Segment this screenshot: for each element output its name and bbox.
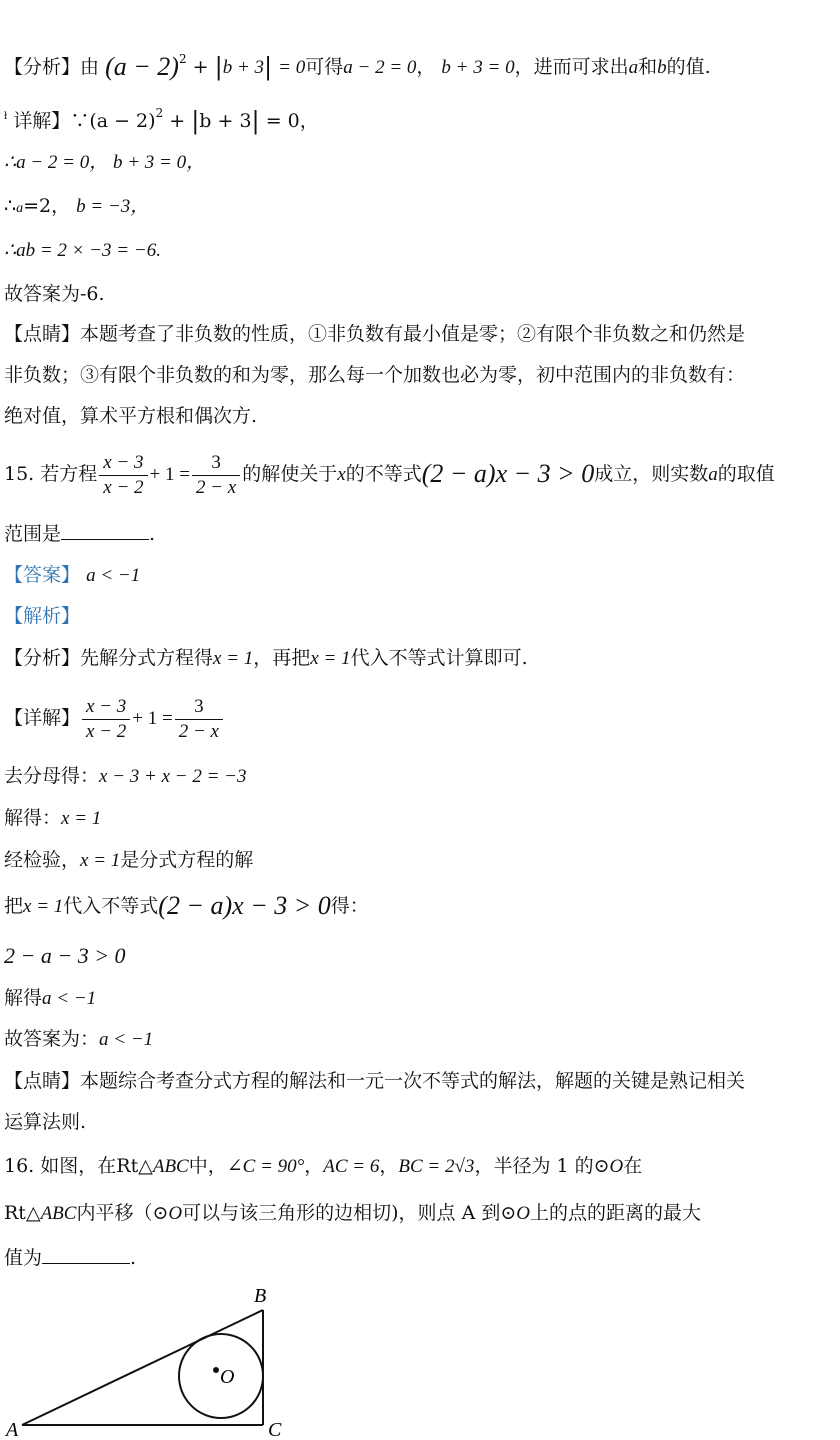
q14-comment-2: 非负数；③有限个非负数的和为零，那么每一个加数也必为零，初中范围内的非负数有： xyxy=(4,364,746,386)
label-o: O xyxy=(220,1366,235,1388)
q16-line-2: Rt△ABC内平移（⊙O可以与该三角形的边相切)，则点 A 到⊙O上的点的距离的最大 xyxy=(4,1202,702,1224)
center-point xyxy=(213,1367,219,1373)
q14-analysis-line: 【分析】由 $(a - 2)^2 + |b + 3| = 0$可得a − 2 = 0， b + 3 = 0，进而可求出a和b的值. xyxy=(4,52,711,81)
q15-step-solve: 解得：x = 1 xyxy=(4,807,102,829)
label-c: C xyxy=(268,1419,282,1440)
label-a: A xyxy=(6,1419,19,1440)
q15-solution-tag: 【解析】 xyxy=(4,605,81,627)
label-b: B xyxy=(254,1285,267,1307)
q15-comment-2: 运算法则. xyxy=(4,1111,87,1133)
q15-step-sub: 把x = 1代入不等式(2 − a)x − 3 > 0得： xyxy=(4,891,369,920)
fraction: $\frac{3}{2 - x}$ xyxy=(192,451,240,500)
q14-comment-3: 绝对值，算术平方根和偶次方. xyxy=(4,405,258,427)
q15-detail: 【详解】 $\frac{x - 3}{x - 2}$ + 1 = $\frac{3}{2 - x}$ xyxy=(4,688,225,749)
q15-question-line: 15. 若方程 $\frac{x - 3}{x - 2}$ + 1 = $\frac{3}{2 - x}$ 的解使关于x的不等式(2 − a)x − 3 > 0成立，则实数a的取值 xyxy=(4,451,775,498)
q15-step-denom: 去分母得：x − 3 + x − 2 = −3 xyxy=(4,765,247,787)
q14-detail-line: $^ł$ 详解】∵(a − 2)$^2$ + |b + 3| = 0， xyxy=(4,106,319,135)
answer-tag: 【答案】 xyxy=(4,564,81,586)
q15-step-check: 经检验，x = 1是分式方程的解 xyxy=(4,849,254,871)
question-number: 15. xyxy=(4,463,35,485)
q15-comment-1: 【点睛】本题综合考查分式方程的解法和一元一次不等式的解法，解题的关键是熟记相关 xyxy=(4,1070,746,1092)
q14-answer-line: 故答案为-6. xyxy=(4,283,105,305)
q15-answer: 【答案】 a < −1 xyxy=(4,564,141,586)
answer-blank xyxy=(42,1245,130,1264)
question-number: 16. xyxy=(4,1155,35,1177)
q15-step-ineq2: 2 − a − 3 > 0 xyxy=(4,943,126,968)
q14-step2: ∴a=2， b = −3， xyxy=(4,195,150,217)
q14-step3: ∴ab = 2 × −3 = −6. xyxy=(4,240,161,261)
fraction: $\frac{x - 3}{x - 2}$ xyxy=(99,451,147,500)
q16-line-1: 16. 如图，在Rt△ABC中，∠C = 90°，AC = 6，BC = 2√3，半径为 1 的⊙O在 xyxy=(4,1155,643,1177)
analysis-tag: 【分析】 xyxy=(4,56,81,78)
q15-question-line-2: 范围是 . xyxy=(4,523,156,545)
answer-blank xyxy=(61,521,149,540)
q14-step1: ∴a − 2 = 0， b + 3 = 0， xyxy=(4,152,206,173)
q15-step-result: 解得a < −1 xyxy=(4,987,97,1009)
q14-comment-1: 【点睛】本题考查了非负数的性质，①非负数有最小值是零；②有限个非负数之和仍然是 xyxy=(4,323,746,345)
triangle-figure xyxy=(0,1278,320,1440)
q15-final: 故答案为：a < −1 xyxy=(4,1028,154,1050)
q16-line-3: 值为 . xyxy=(4,1247,137,1269)
q15-analysis: 【分析】先解分式方程得x = 1，再把x = 1代入不等式计算即可. xyxy=(4,647,528,669)
